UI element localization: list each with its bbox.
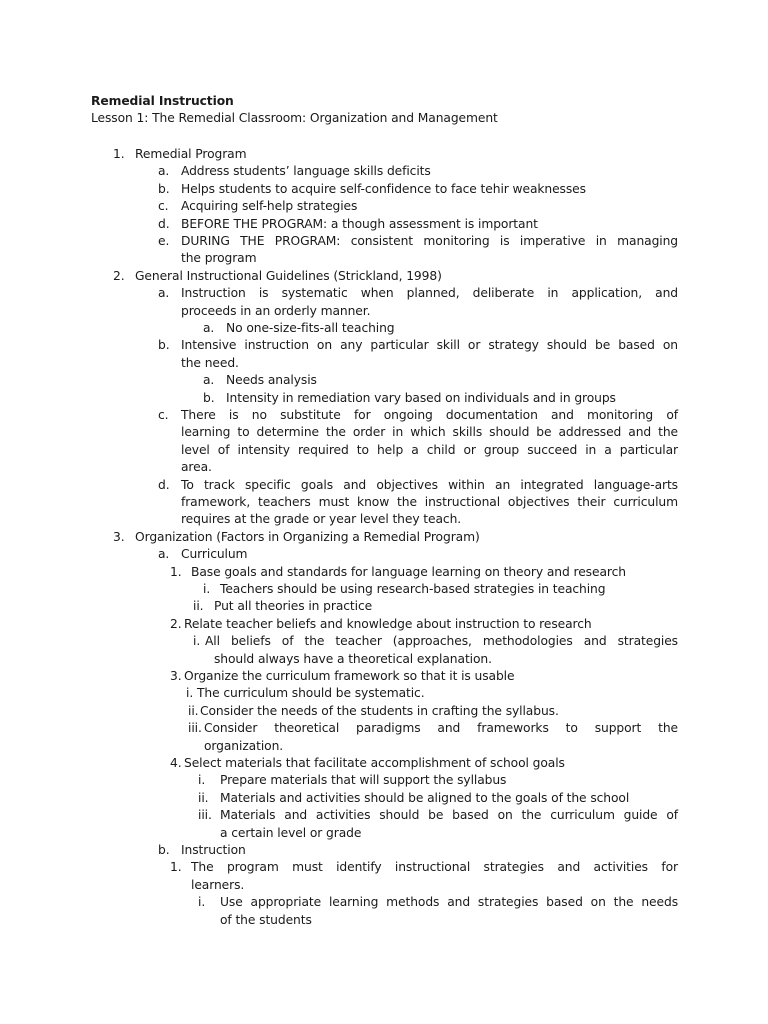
list-item-text: All beliefs of the teacher (approaches, methodologies and strategies	[205, 634, 678, 649]
list-item-text: BEFORE THE PROGRAM: a though assessment is important	[181, 216, 538, 231]
list-item-text: To track specific goals and objectives within an integrated language-arts	[181, 477, 678, 492]
list-item-text: a certain level or grade	[220, 825, 362, 840]
list-marker: b.	[158, 338, 170, 353]
list-marker: ii.	[188, 703, 199, 718]
list-marker: 3.	[170, 669, 182, 683]
list-marker: a.	[158, 164, 170, 179]
list-item-text: Curriculum	[181, 547, 248, 562]
list-item-text: Helps students to acquire self-confidence to face tehir weaknesses	[181, 181, 586, 196]
list-item-text: No one-size-fits-all teaching	[226, 321, 395, 335]
list-item-text: Organization (Factors in Organizing a Remedial Program)	[135, 529, 480, 544]
list-item-text: Organize the curriculum framework so that it is usable	[184, 669, 515, 683]
list-marker: iii.	[198, 808, 212, 823]
list-item-text: Consider theoretical paradigms and frameworks to support the	[204, 721, 678, 736]
list-item-text: The curriculum should be systematic.	[197, 686, 425, 701]
list-marker: i.	[193, 634, 201, 649]
list-item-text: Acquiring self-help strategies	[181, 199, 358, 214]
list-item-text: Teachers should be using research-based strategies in teaching	[220, 582, 606, 596]
list-marker: i.	[198, 895, 206, 910]
list-marker: i.	[203, 582, 211, 596]
list-item-text: Consider the needs of the students in crafting the syllabus.	[200, 703, 559, 718]
list-marker: a.	[203, 373, 215, 388]
list-item-text: Intensity in remediation vary based on individuals and in groups	[226, 390, 616, 405]
list-item-text: learners.	[191, 877, 245, 892]
list-item-text: Materials and activities should be based on the curriculum guide of	[220, 808, 678, 823]
list-item-text: the need.	[181, 355, 239, 370]
list-item-text: Base goals and standards for language learning on theory and research	[191, 564, 626, 579]
list-item-text: proceeds in an orderly manner.	[181, 303, 371, 318]
list-marker: ii.	[198, 790, 209, 805]
list-item-text: Address students’ language skills deficits	[181, 164, 431, 179]
list-marker: 1.	[113, 147, 125, 161]
list-marker: b.	[203, 390, 215, 405]
list-item-text: Materials and activities should be aligned to the goals of the school	[220, 790, 630, 805]
list-item-text: Put all theories in practice	[214, 599, 373, 614]
list-marker: 2.	[170, 616, 182, 631]
list-marker: iii.	[188, 721, 202, 736]
list-marker: ii.	[193, 599, 204, 614]
list-item-text: Relate teacher beliefs and knowledge about instruction to research	[184, 616, 592, 631]
list-item-text: area.	[181, 460, 212, 475]
list-item-text: Instruction is systematic when planned, deliberate in application, and	[181, 286, 678, 301]
list-item-text: requires at the grade or year level they teach.	[181, 512, 462, 527]
list-marker: 4.	[170, 756, 182, 770]
list-marker: 3.	[113, 529, 125, 544]
list-item-text: Use appropriate learning methods and strategies based on the needs	[220, 895, 678, 910]
list-marker: c.	[158, 199, 169, 214]
list-item-text: General Instructional Guidelines (Strickland, 1998)	[135, 268, 442, 283]
list-item-text: level of intensity required to help a child or group succeed in a particular	[181, 442, 678, 457]
list-marker: c.	[158, 408, 169, 422]
list-item-text: There is no substitute for ongoing documentation and monitoring of	[181, 408, 678, 422]
list-item-text: Select materials that facilitate accomplishment of school goals	[184, 756, 565, 770]
list-marker: 1.	[170, 564, 182, 579]
list-item-text: Prepare materials that will support the syllabus	[220, 773, 507, 788]
list-marker: 1.	[170, 860, 182, 875]
list-item-text: Remedial Program	[135, 147, 247, 161]
list-item-text: framework, teachers must know the instructional objectives their curriculum	[181, 495, 678, 509]
list-marker: a.	[203, 321, 215, 335]
list-item-text: should always have a theoretical explanation.	[214, 651, 492, 666]
list-marker: b.	[158, 843, 170, 857]
document-page: Remedial Instruction Lesson 1: The Remedial Classroom: Organization and Management 1. Remedial Program a. Address students’ language skills deficits b. Helps students to acquire self-confidence to face tehir weaknesses c. Acquiring self-help strategies d. BEFORE THE PROGRAM: a though assessment is important e. DURING THE PROGRAM: consistent monitoring is imperative in managing the program 2. General Instructional Guidelines (Strickland, 1998) a. Instruction is systematic when planned, deliberate in application, and proceeds in an orderly manner. a. No one-size-fits-all teaching b. Intensive instruction on any particular skill or strategy should be based on the need. a. Needs analysis b. Intensity in remediation vary based on individuals and in groups c. There is no substitute for ongoing documentation and monitoring of learning to determine the order in which skills should be addressed and the level of intensity required to help a child or group succeed in a particular area. d. To track specific goals and objectives within an integrated language-arts framework, teachers must know the instructional objectives their curriculum requires at the grade or year level they teach. 3. Organization (Factors in Organizing a Remedial Program) a. Curriculum 1. Base goals and standards for language learning on theory and research i. Teachers should be using research-based strategies in teaching ii. Put all theories in practice 2. Relate teacher beliefs and knowledge about instruction to research i. All beliefs of the teacher (approaches, methodologies and strategies should always have a theoretical explanation. 3. Organize the curriculum framework so that it is usable i. The curriculum should be systematic. ii. Consider the needs of the students in crafting the syllabus. iii. Consider theoretical paradigms and frameworks to support the organization. 4. Select materials that facilitate accomplishment of school goals i. Prepare materials that will support the syllabus ii. Materials and activities should be aligned to the goals of the school iii. Materials and activities should be based on the curriculum guide of a certain level or grade b. Instruction 1. The program must identify instructional strategies and activities for learners. i. Use appropriate learning methods and strategies based on the needs of the students	[0, 0, 768, 1024]
list-marker: b.	[158, 181, 170, 196]
list-marker: 2.	[113, 268, 125, 283]
list-item-text: Needs analysis	[226, 373, 317, 388]
list-item-text: organization.	[204, 738, 284, 753]
list-marker: i.	[186, 686, 194, 701]
list-item-text: the program	[181, 251, 257, 266]
list-item-text: Instruction	[181, 843, 246, 857]
list-item-text: Intensive instruction on any particular skill or strategy should be based on	[181, 338, 678, 353]
list-marker: a.	[158, 547, 170, 562]
list-item-text: DURING THE PROGRAM: consistent monitoring is imperative in managing	[181, 234, 678, 248]
list-item-text: of the students	[220, 912, 312, 927]
list-marker: a.	[158, 286, 170, 301]
list-item-text: learning to determine the order in which skills should be addressed and the	[181, 425, 678, 440]
list-marker: i.	[198, 773, 206, 788]
list-item-text: The program must identify instructional strategies and activities for	[191, 860, 678, 875]
list-marker: d.	[158, 477, 170, 492]
list-marker: d.	[158, 216, 170, 231]
list-marker: e.	[158, 234, 170, 248]
